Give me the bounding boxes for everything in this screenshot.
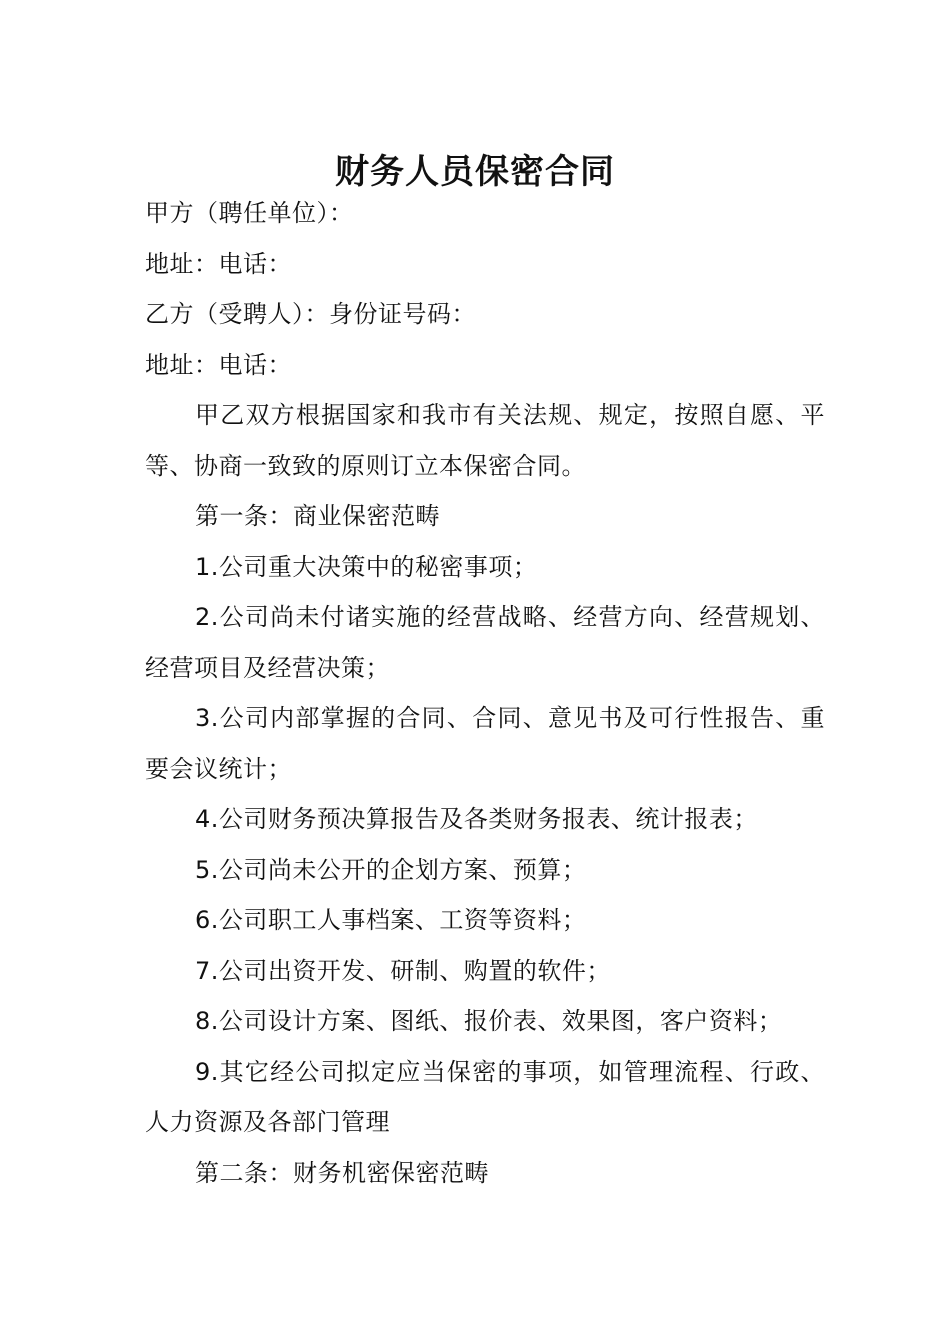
- list-item: 4.公司财务预决算报告及各类财务报表、统计报表；: [195, 805, 758, 833]
- list-item: 3.公司内部掌握的合同、合同、意见书及可行性报告、重要会议统计；: [145, 704, 825, 783]
- party-a-address-line: 地址：电话：: [145, 249, 292, 278]
- list-item: 7.公司出资开发、研制、购置的软件；: [195, 956, 611, 985]
- list-item: 1.公司重大决策中的秘密事项；: [195, 552, 538, 581]
- party-a-line: 甲方（聘任单位）：: [145, 199, 354, 227]
- party-b-address-line: 地址：电话：: [145, 350, 292, 379]
- list-item: 8.公司设计方案、图纸、报价表、效果图，客户资料；: [195, 1007, 783, 1035]
- party-b-line: 乙方（受聘人）：身份证号码：: [145, 300, 476, 328]
- list-item: 2.公司尚未付诸实施的经营战略、经营方向、经营规划、经营项目及经营决策；: [145, 603, 825, 682]
- article-two-heading: 第二条：财务机密保密范畴: [195, 1158, 489, 1187]
- document-body: [145, 188, 825, 1198]
- preamble-paragraph: 甲乙双方根据国家和我市有关法规、规定，按照自愿、平等、协商一致致的原则订立本保密合同。: [145, 401, 825, 480]
- list-item: 9.其它经公司拟定应当保密的事项，如管理流程、行政、人力资源及各部门管理: [145, 1057, 825, 1136]
- list-item: 6.公司职工人事档案、工资等资料；: [195, 906, 587, 934]
- document-title: 财务人员保密合同: [335, 151, 615, 192]
- article-one-heading: 第一条：商业保密范畴: [195, 502, 440, 530]
- list-item: 5.公司尚未公开的企划方案、预算；: [195, 855, 587, 884]
